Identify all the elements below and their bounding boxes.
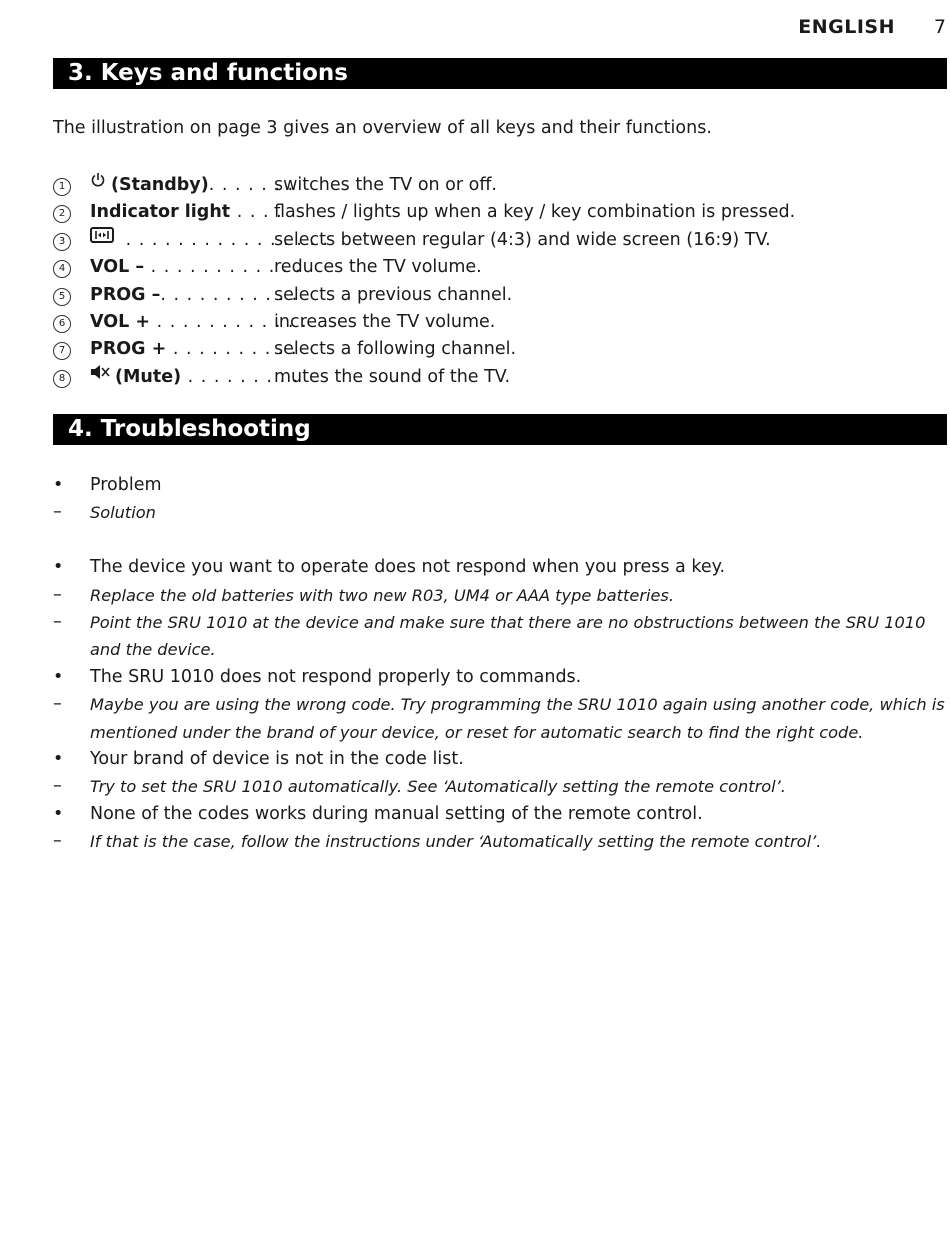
key-row (53, 309, 948, 336)
dash-mark: – (53, 584, 62, 605)
solution-text: Maybe you are using the wrong code. Try programming the SRU 1010 again using another code, which is mentioned under the brand of your device, or reset for automatic search to find the right code. (90, 695, 945, 742)
key-row (53, 364, 948, 391)
problem-item (53, 801, 948, 828)
key-name (90, 199, 283, 226)
leader-dots: . . . . . . . . . . . . . . . . (119, 229, 330, 250)
problem-item (53, 664, 948, 691)
key-number: 3 (53, 233, 71, 251)
problem-item (53, 554, 948, 581)
problem-text: None of the codes works during manual setting of the remote control. (90, 803, 703, 824)
key-number: 2 (53, 205, 71, 223)
dash-mark: – (53, 502, 62, 523)
section-title-troubleshooting: 4. Troubleshooting (53, 414, 947, 445)
key-name (90, 364, 299, 391)
key-label: PROG + (90, 339, 167, 360)
key-number: 8 (53, 370, 71, 388)
key-description: increases the TV volume. (274, 311, 496, 332)
solution-item (53, 582, 948, 609)
page-number: 7 (933, 16, 946, 38)
mute-icon (90, 362, 110, 389)
dash-mark: – (53, 612, 62, 633)
solution-item (53, 609, 948, 664)
leader-dots: . . . . . . . . . (181, 366, 300, 387)
leader-dots: . . . . (230, 202, 283, 223)
legend-problem-label: Problem (90, 475, 162, 495)
key-label: (Standby) (111, 175, 209, 195)
key-row (53, 227, 948, 254)
key-description: switches the TV on or off. (274, 175, 497, 195)
key-name (90, 282, 298, 309)
key-number: 1 (53, 178, 71, 196)
key-description: selects a previous channel. (274, 284, 513, 305)
key-number: 4 (53, 260, 71, 278)
key-description: mutes the sound of the TV. (274, 366, 511, 387)
bullet-mark: • (53, 475, 64, 495)
leader-dots: . . . . . . . (208, 175, 295, 195)
key-row (53, 254, 948, 281)
key-row (53, 282, 948, 309)
key-description: selects between regular (4:3) and wide screen (16:9) TV. (274, 229, 771, 250)
keys-list (53, 172, 948, 391)
key-number: 7 (53, 342, 71, 360)
problem-text: The device you want to operate does not respond when you press a key. (90, 557, 726, 578)
page-header (0, 16, 950, 42)
legend-problem (53, 472, 948, 499)
key-number: 6 (53, 315, 71, 333)
solution-text: If that is the case, follow the instructions under ‘Automatically setting the remote control’. (90, 832, 822, 852)
key-label: PROG – (90, 284, 161, 305)
leader-dots: . . . . . . . . . . . (160, 284, 299, 305)
leader-dots: . . . . . . . . . . . . (150, 311, 308, 332)
key-number: 5 (53, 288, 71, 306)
dash-mark: – (53, 776, 62, 797)
problem-text: The SRU 1010 does not respond properly to commands. (90, 666, 582, 687)
bullet-mark: • (53, 557, 64, 578)
legend-solution-label: Solution (90, 503, 156, 523)
key-label: VOL + (90, 311, 151, 332)
key-name (90, 254, 302, 281)
dash-mark: – (53, 694, 62, 715)
solution-item (53, 691, 948, 746)
dash-mark: – (53, 831, 62, 852)
key-row (53, 336, 948, 363)
key-row (53, 199, 948, 226)
solution-text: Point the SRU 1010 at the device and make sure that there are no obstructions between the SRU 1010 and the device. (90, 613, 926, 660)
bullet-mark: • (53, 666, 64, 687)
leader-dots: . . . . . . . . . . (166, 339, 298, 360)
leader-dots: . . . . . . . . . . . . (144, 257, 302, 278)
solution-item (53, 773, 948, 800)
widescreen-icon (90, 225, 114, 252)
section-title-keys: 3. Keys and functions (53, 58, 947, 89)
key-label: (Mute) (115, 366, 182, 387)
problem-text: Your brand of device is not in the code list. (90, 749, 464, 770)
legend-solution (53, 499, 948, 526)
key-description: reduces the TV volume. (274, 257, 482, 278)
key-name (90, 336, 298, 363)
keys-intro: The illustration on page 3 gives an overview of all keys and their functions. (53, 118, 712, 138)
key-label: VOL – (90, 257, 145, 278)
solution-text: Try to set the SRU 1010 automatically. See ‘Automatically setting the remote control’. (90, 777, 786, 797)
problem-item (53, 746, 948, 773)
solution-item (53, 828, 948, 855)
key-row (53, 172, 948, 199)
key-description: selects a following channel. (274, 339, 517, 360)
key-description: flashes / lights up when a key / key combination is pressed. (274, 202, 796, 223)
troubleshooting-items (53, 554, 948, 855)
bullet-mark: • (53, 749, 64, 770)
troubleshooting-list (53, 472, 948, 856)
key-label: Indicator light (90, 202, 231, 223)
bullet-mark: • (53, 803, 64, 824)
solution-text: Replace the old batteries with two new R03, UM4 or AAA type batteries. (90, 585, 675, 605)
key-name (90, 172, 294, 199)
language-label: ENGLISH (798, 16, 895, 38)
power-icon (90, 170, 106, 197)
